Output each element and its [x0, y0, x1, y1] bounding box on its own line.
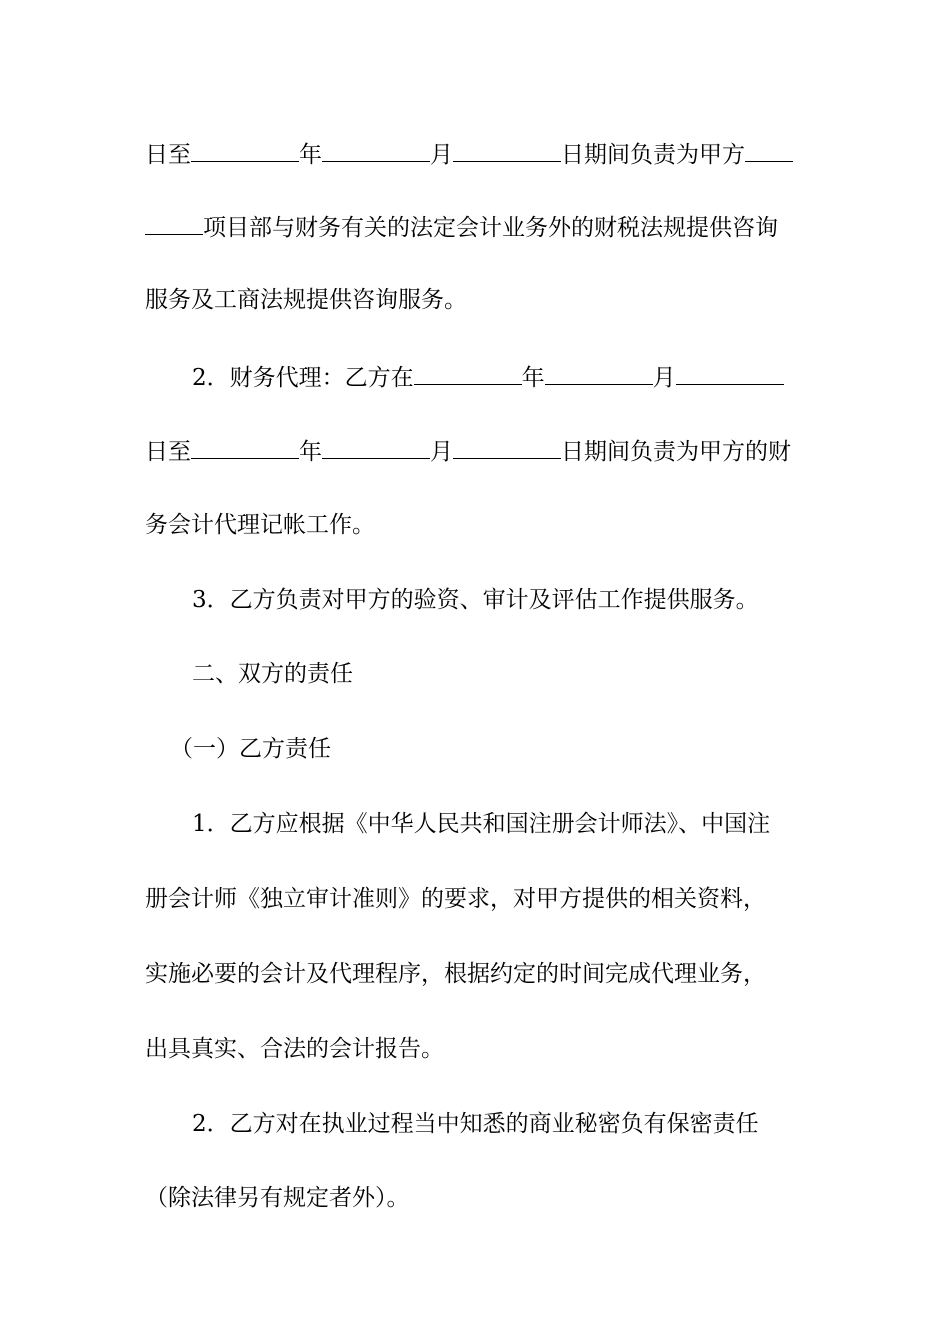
blank-field-day	[453, 430, 561, 459]
text-segment: 1．乙方应根据《中华人民共和国注册会计师法》、中国注	[192, 811, 771, 837]
text-segment: 日至	[145, 142, 191, 168]
text-line-15	[145, 1178, 810, 1218]
text-segment: 3．乙方负责对甲方的验资、审计及评估工作提供服务。	[192, 587, 759, 613]
text-segment: 年	[299, 142, 322, 168]
text-segment: 实施必要的会计及代理程序，根据约定的时间完成代理业务，	[145, 961, 766, 987]
section-heading	[192, 654, 810, 694]
text-line-11	[145, 879, 810, 919]
text-line-6	[145, 505, 810, 545]
text-line-1	[145, 133, 810, 173]
text-line-5	[145, 430, 810, 470]
text-line-4	[192, 356, 810, 396]
text-segment: 月	[430, 142, 453, 168]
text-segment: 月	[430, 439, 453, 465]
text-segment: 务会计代理记帐工作。	[145, 512, 375, 538]
text-segment: 年	[299, 439, 322, 465]
subsection-heading	[170, 729, 810, 769]
text-segment: 项目部与财务有关的法定会计业务外的财税法规提供咨询	[203, 215, 778, 241]
text-segment: 日期间负责为甲方的财	[561, 439, 791, 465]
text-line-2	[145, 206, 810, 246]
text-line-13	[145, 1029, 810, 1069]
text-line-14	[192, 1104, 810, 1144]
text-segment: （除法律另有规定者外）。	[145, 1185, 410, 1211]
blank-field-month	[545, 356, 653, 385]
text-segment: 日至	[145, 439, 191, 465]
text-segment: 年	[521, 365, 545, 391]
text-line-7	[192, 580, 810, 620]
blank-field-day	[676, 356, 784, 385]
blank-field-year	[414, 356, 522, 385]
blank-field-project	[145, 206, 203, 235]
blank-field-day	[453, 133, 561, 162]
blank-field-month	[322, 430, 430, 459]
text-segment: 日期间负责为甲方	[561, 142, 745, 168]
blank-field-year	[191, 430, 299, 459]
heading-text: （一）乙方责任	[170, 736, 331, 762]
text-segment: 册会计师《独立审计准则》的要求，对甲方提供的相关资料，	[145, 886, 766, 912]
blank-field-month	[322, 133, 430, 162]
text-line-10	[192, 804, 810, 844]
blank-field-party-a	[745, 133, 793, 162]
text-segment: 2．乙方对在执业过程当中知悉的商业秘密负有保密责任	[192, 1111, 759, 1137]
text-line-12	[145, 954, 810, 994]
text-segment: 月	[652, 365, 676, 391]
heading-text: 二、双方的责任	[192, 661, 353, 687]
text-segment: 服务及工商法规提供咨询服务。	[145, 287, 467, 313]
text-segment: 出具真实、合法的会计报告。	[145, 1036, 444, 1062]
text-segment: 2．财务代理：乙方在	[192, 365, 414, 391]
blank-field-year-start	[191, 133, 299, 162]
text-line-3	[145, 280, 810, 320]
